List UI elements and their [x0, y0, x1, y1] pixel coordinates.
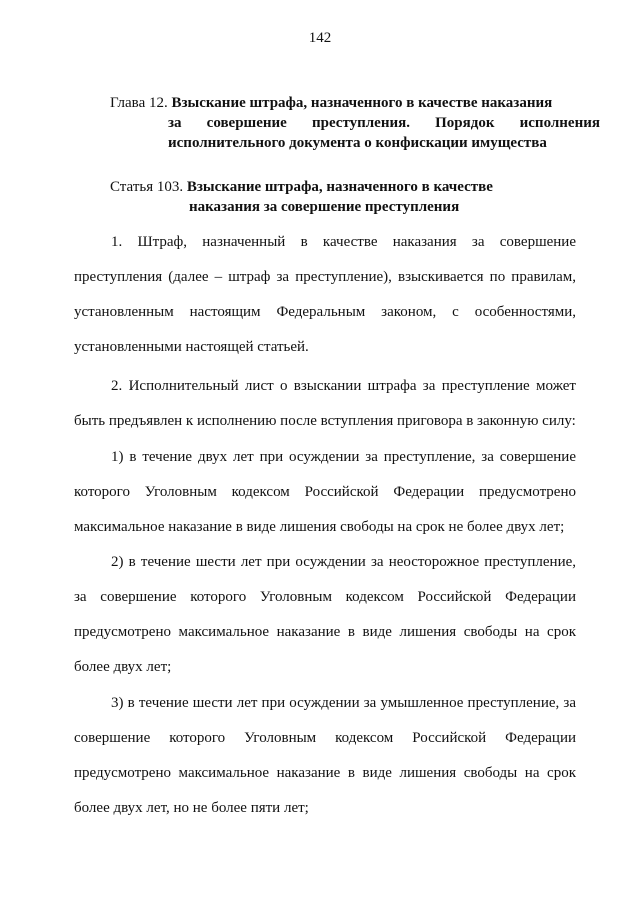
chapter-heading	[110, 93, 600, 153]
article-label: Статья 103.	[110, 179, 184, 195]
subparagraph-1: 1) в течение двух лет при осуждении за преступление, за совершение которого Уголовным кодексом Российской Федерации предусмотрено максимальное наказание в виде лишения свободы на срок не более двух лет;	[74, 449, 576, 535]
subparagraph-3: 3) в течение шести лет при осуждении за умышленное преступление, за совершение которого Уголовным кодексом Российской Федерации предусмотрено максимальное наказание в виде лишения свободы на срок более двух лет, но не более пяти лет;	[74, 695, 576, 816]
chapter-label: Глава 12.	[110, 95, 168, 111]
paragraph-2: 2. Исполнительный лист о взыскании штрафа за преступление может быть предъявлен к исполнению после вступления приговора в законную силу:	[74, 378, 576, 429]
paragraph-1: 1. Штраф, назначенный в качестве наказания за совершение преступления (далее – штраф за преступление), взыскивается по правилам, установленным настоящим Федеральным законом, с особенностями, установленными настоящей статьей.	[74, 234, 576, 355]
chapter-title-continuation: за совершение преступления. Порядок исполнения исполнительного документа о конфискации имущества	[168, 115, 600, 151]
article-title-line1: Взыскание штрафа, назначенного в качестве	[186, 179, 493, 195]
article-title-continuation: наказания за совершение преступления	[189, 199, 460, 215]
chapter-title-line1: Взыскание штрафа, назначенного в качестве наказания	[171, 95, 553, 111]
page-number: 142	[308, 30, 332, 46]
article-heading	[110, 177, 600, 217]
subparagraph-2: 2) в течение шести лет при осуждении за неосторожное преступление, за совершение которого Уголовным кодексом Российской Федерации предусмотрено максимальное наказание в виде лишения свободы на срок более двух лет;	[74, 554, 576, 675]
